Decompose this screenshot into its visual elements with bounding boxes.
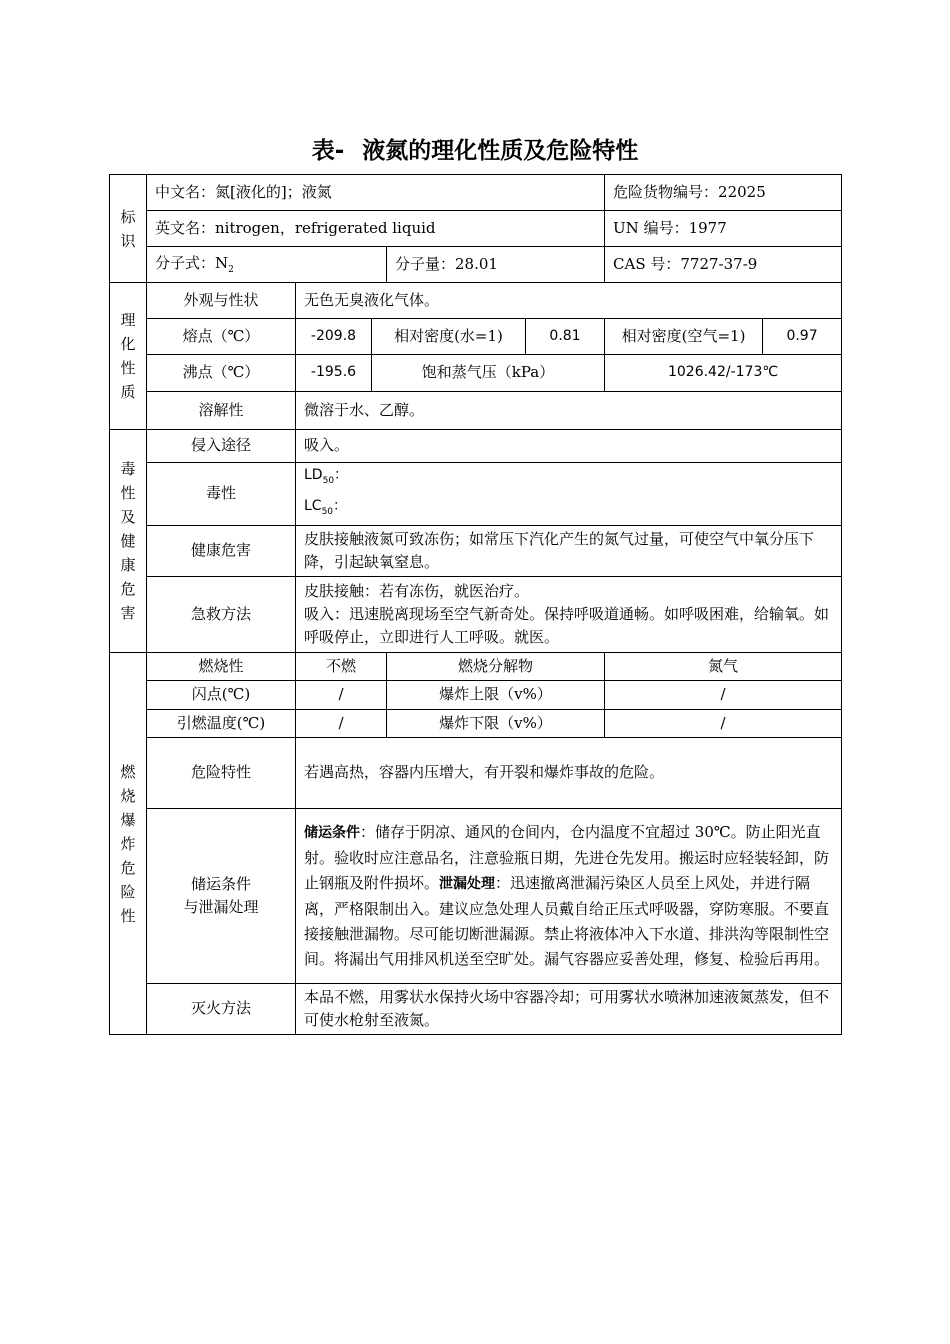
section-physchem: 理化性质 xyxy=(110,283,147,430)
section-toxicity: 毒性及健康危害 xyxy=(110,430,147,653)
solubility-label: 溶解性 xyxy=(147,392,296,430)
vapor-pressure-value: 1026.42/-173℃ xyxy=(605,355,842,392)
tox-row-4 xyxy=(110,577,842,653)
ignition-temp-value: / xyxy=(296,709,387,737)
cas-number: CAS 号：7727-37-9 xyxy=(605,247,842,283)
tox-row-2 xyxy=(110,463,842,526)
lel-value: / xyxy=(605,709,842,737)
boiling-point-value: -195.6 xyxy=(296,355,372,392)
physchem-row-1 xyxy=(110,283,842,319)
lc50-line: $LC_{50}$： xyxy=(304,497,348,517)
physchem-row-4 xyxy=(110,392,842,430)
first-aid-label: 急救方法 xyxy=(147,577,296,653)
msds-table xyxy=(109,174,842,1035)
melting-point-value: -209.8 xyxy=(296,319,372,355)
uel-value: / xyxy=(605,681,842,709)
storage-value: 储运条件：储存于阴凉、通风的仓间内，仓内温度不宜超过 30℃。防止阳光直射。验收时应注意品名，注意验瓶日期，先进仓先发用。搬运时应轻装轻卸，防止钢瓶及附件损坏。泄漏处理：迅速撤离泄漏污染区人员至上风处，并进行隔离，严格限制出入。建议应急处理人员戴自给正压式呼吸器，穿防寒服。不要直接接触泄漏物。尽可能切断泄漏源。禁止将液体冲入下水道、排洪沟等限制性空间。将漏出气用排风机送至空旷处。漏气容器应妥善处理，修复、检验后再用。 xyxy=(296,808,842,983)
decomposition-label: 燃烧分解物 xyxy=(387,653,605,681)
boiling-point-label: 沸点（℃） xyxy=(147,355,296,392)
route-value: 吸入。 xyxy=(296,430,842,463)
fire-row-5 xyxy=(110,808,842,983)
identity-row-3 xyxy=(110,247,842,283)
ignition-temp-label: 引燃温度(℃) xyxy=(147,709,296,737)
molecular-weight: 分子量：28.01 xyxy=(387,247,605,283)
tox-row-1 xyxy=(110,430,842,463)
page-title xyxy=(0,132,950,165)
rel-density-water-value: 0.81 xyxy=(526,319,605,355)
section-fire: 燃烧爆炸危险性 xyxy=(110,653,147,1035)
vapor-pressure-label: 饱和蒸气压（kPa） xyxy=(372,355,605,392)
fire-row-3 xyxy=(110,709,842,737)
appearance-label: 外观与性状 xyxy=(147,283,296,319)
melting-point-label: 熔点（℃） xyxy=(147,319,296,355)
storage-label: 储运条件 与泄漏处理 xyxy=(147,808,296,983)
title-prefix: 表- xyxy=(311,138,345,164)
tox-row-3 xyxy=(110,525,842,577)
appearance-value: 无色无臭液化气体。 xyxy=(296,283,842,319)
hazard-value: 若遇高热，容器内压增大，有开裂和爆炸事故的危险。 xyxy=(296,737,842,808)
physchem-row-3 xyxy=(110,355,842,392)
extinguish-value: 本品不燃，用雾状水保持火场中容器冷却；可用雾状水喷淋加速液氮蒸发，但不可使水枪射至液氮。 xyxy=(296,983,842,1035)
fire-row-4 xyxy=(110,737,842,808)
formula: 分子式：$N_2$ xyxy=(147,247,387,283)
decomposition-value: 氮气 xyxy=(605,653,842,681)
en-name: 英文名：nitrogen，refrigerated liquid xyxy=(147,211,605,247)
flash-point-label: 闪点(℃) xyxy=(147,681,296,709)
flash-point-value: / xyxy=(296,681,387,709)
hazard-label: 危险特性 xyxy=(147,737,296,808)
toxicity-value xyxy=(296,463,842,526)
identity-row-2 xyxy=(110,211,842,247)
ld50-line: $LD_{50}$： xyxy=(304,467,349,486)
toxicity-label: 毒性 xyxy=(147,463,296,526)
title-text: 液氮的理化性质及危险特性 xyxy=(362,138,639,164)
fire-row-2 xyxy=(110,681,842,709)
health-hazard-label: 健康危害 xyxy=(147,525,296,577)
cn-name: 中文名：氮[液化的]；液氮 xyxy=(147,175,605,211)
identity-row-1 xyxy=(110,175,842,211)
solubility-value: 微溶于水、乙醇。 xyxy=(296,392,842,430)
extinguish-label: 灭火方法 xyxy=(147,983,296,1035)
physchem-row-2 xyxy=(110,319,842,355)
lel-label: 爆炸下限（v%） xyxy=(387,709,605,737)
un-number: UN 编号：1977 xyxy=(605,211,842,247)
first-aid-value xyxy=(296,577,842,653)
uel-label: 爆炸上限（v%） xyxy=(387,681,605,709)
health-hazard-value: 皮肤接触液氮可致冻伤；如常压下汽化产生的氮气过量，可使空气中氧分压下降，引起缺氧窒息。 xyxy=(296,525,842,577)
fire-row-6 xyxy=(110,983,842,1035)
rel-density-air-value: 0.97 xyxy=(763,319,842,355)
section-identity: 标识 xyxy=(110,175,147,283)
first-aid-skin: 皮肤接触：若有冻伤，就医治疗。 xyxy=(304,581,530,600)
route-label: 侵入途径 xyxy=(147,430,296,463)
rel-density-air-label: 相对密度(空气=1) xyxy=(605,319,763,355)
dg-number: 危险货物编号：22025 xyxy=(605,175,842,211)
first-aid-inhalation: 吸入：迅速脱离现场至空气新奇处。保持呼吸道通畅。如呼吸困难，给输氧。如呼吸停止，立即进行人工呼吸。就医。 xyxy=(304,604,830,647)
flammability-label: 燃烧性 xyxy=(147,653,296,681)
rel-density-water-label: 相对密度(水=1) xyxy=(372,319,526,355)
fire-row-1 xyxy=(110,653,842,681)
flammability-value: 不燃 xyxy=(296,653,387,681)
